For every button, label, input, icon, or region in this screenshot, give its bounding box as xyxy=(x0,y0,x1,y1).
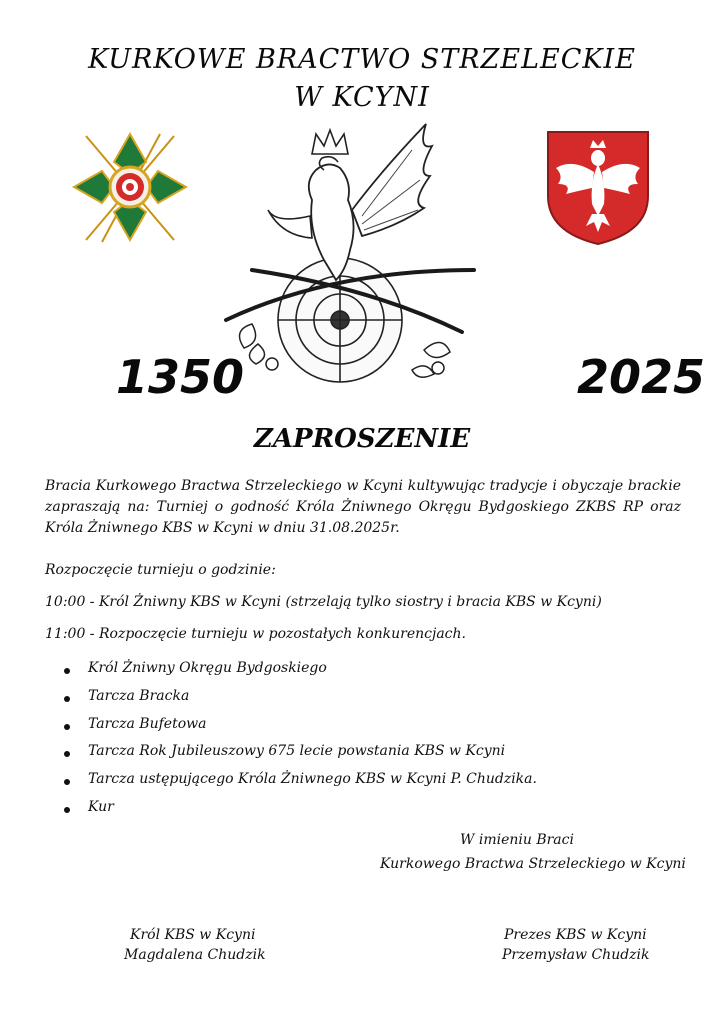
signatory-right-role: Prezes KBS w Kcyni xyxy=(504,927,647,943)
eagle-crest-emblem xyxy=(212,120,484,385)
shooting-cross-emblem xyxy=(68,128,192,246)
behalf-line-2: Kurkowego Bractwa Strzeleckiego w Kcyni xyxy=(380,856,686,872)
list-item: Tarcza Bufetowa xyxy=(60,716,537,744)
start-time-label: Rozpoczęcie turnieju o godzinie: xyxy=(45,562,276,578)
polish-eagle-coat-of-arms xyxy=(544,128,652,246)
signatory-left-role: Król KBS w Kcyni xyxy=(130,927,256,943)
signatory-right-name: Przemysław Chudzik xyxy=(502,947,650,963)
signatory-left-name: Magdalena Chudzik xyxy=(124,947,266,963)
list-item: Tarcza Bracka xyxy=(60,688,537,716)
invitation-intro: Bracia Kurkowego Bractwa Strzeleckiego w Kcyni kultywując tradycje i obyczaje brackie zapraszają na: Turniej o godność Króla Żniwnego Okręgu Bydgoskiego ZKBS RP oraz Króla Żniwnego KBS w Kcyni w dniu 31.08.2025r. xyxy=(45,478,681,536)
header-title-line1: KURKOWE BRACTWO STRZELECKIE xyxy=(88,44,636,75)
list-item: Tarcza ustępującego Króla Żniwnego KBS w Kcyni P. Chudzika. xyxy=(60,771,537,799)
founding-year: 1350 xyxy=(116,350,245,404)
schedule-line-1100: 11:00 - Rozpoczęcie turnieju w pozostałych konkurencjach. xyxy=(45,626,466,642)
invitation-heading: ZAPROSZENIE xyxy=(253,424,471,454)
list-item: Król Żniwny Okręgu Bydgoskiego xyxy=(60,660,537,688)
list-item: Kur xyxy=(60,799,537,827)
current-year: 2025 xyxy=(577,350,706,404)
list-item: Tarcza Rok Jubileuszowy 675 lecie powstania KBS w Kcyni xyxy=(60,743,537,771)
competition-list xyxy=(60,660,537,827)
schedule-line-1000: 10:00 - Król Żniwny KBS w Kcyni (strzelają tylko siostry i bracia KBS w Kcyni) xyxy=(45,594,602,610)
behalf-line-1: W imieniu Braci xyxy=(460,832,574,848)
header-title-line2: W KCYNI xyxy=(294,82,430,113)
